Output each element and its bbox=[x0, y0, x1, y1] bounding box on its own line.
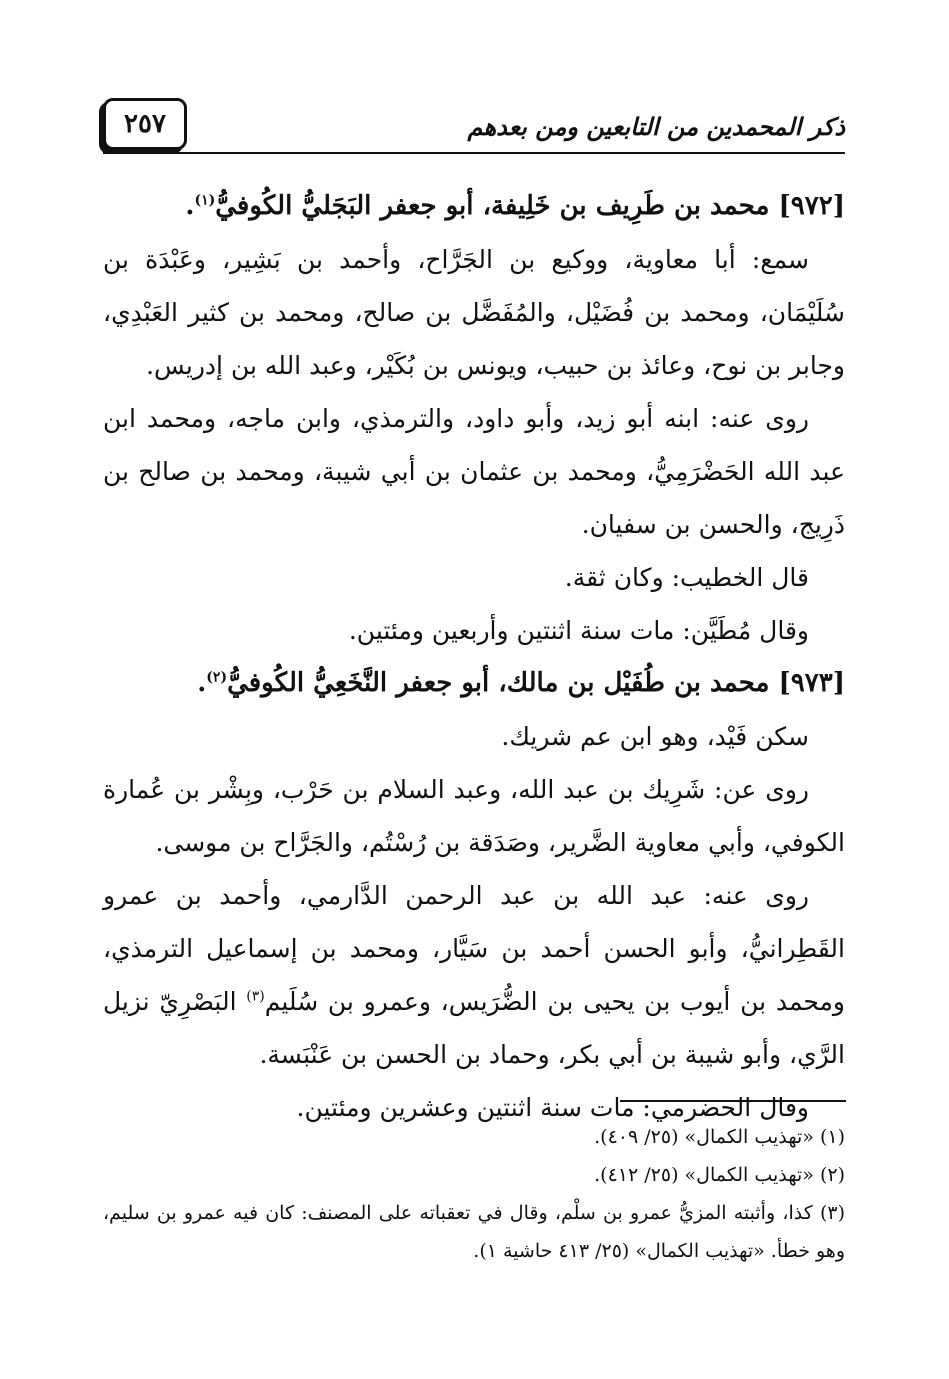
paragraph-residence: سكن فَيْد، وهو ابن عم شريك. bbox=[501, 722, 809, 751]
running-head: ذكر المحمدين من التابعين ومن بعدهم bbox=[467, 112, 845, 141]
paragraph-khatib: قال الخطيب: وكان ثقة. bbox=[564, 563, 809, 592]
paragraph-narrated-by-2: روى عنه: عبد الله بن عبد الرحمن الدَّارمي، وأحمد بن عمرو القَطِرانيُّ، وأبو الحسن أحمد بن سَيَّار، ومحمد بن إسماعيل الترمذي، ومحمد بن أيوب بن يحيى بن الضُّرَيس، وعمرو بن سُلَيم$^{(٣)}$ البَصْرِيّ نزيل الرَّي، وأبو شيبة بن أبي بكر، وحماد بن الحسن بن عَنْبَسة. bbox=[103, 881, 846, 1069]
paragraph-narrated-by: روى عنه: ابنه أبو زيد، وأبو داود، والترمذي، وابن ماجه، ومحمد ابن عبد الله الحَضْرَمِيُّ، ومحمد بن عثمان بن أبي شيبة، ومحمد بن صالح بن ذَرِيج، والحسن بن سفيان. bbox=[103, 404, 845, 539]
footnote-3: (٣) كذا، وأثبته المزيُّ عمرو بن سلْم، وقال في تعقباته على المصنف: كان فيه عمرو بن سليم، وهو خطأ. «تهذيب الكمال» (٢٥/ ٤١٣ حاشية ١). bbox=[103, 1202, 845, 1262]
footnote-ref-2[interactable]: (٢) bbox=[206, 669, 228, 686]
paragraph-heard-from: سمع: أبا معاوية، ووكيع بن الجَرَّاح، وأحمد بن بَشِير، وعَبْدَة بن سُلَيْمَان، ومحمد بن فُضَيْل، والمُفَضَّل بن صالح، ومحمد بن كثير العَبْدِي، وجابر بن نوح، وعائذ بن حبيب، ويونس بن بُكَيْر، وعبد الله بن إدريس. bbox=[103, 245, 845, 380]
page-header bbox=[103, 92, 845, 154]
entry-title-972: [٩٧٢] محمد بن طَرِيف بن خَلِيفة، أبو جعفر البَجَليُّ الكُوفيُّ$^{(١)}$. bbox=[185, 191, 845, 221]
paragraph-narrated-from: روى عن: شَرِيك بن عبد الله، وعبد السلام بن حَرْب، وبِشْر بن عُمارة الكوفي، وأبي معاوية الضَّرير، وصَدَقة بن رُسْتُم، والجَرَّاح بن موسى. bbox=[103, 775, 845, 857]
footnote-rule bbox=[620, 1100, 846, 1102]
paragraph-hadrami: وقال الحضرمي: مات سنة اثنتين وعشرين ومئتين. bbox=[296, 1093, 809, 1122]
page-number: ٢٥٧ bbox=[103, 98, 187, 150]
footnote-ref-1[interactable]: (١) bbox=[194, 192, 216, 209]
footnote-ref-3[interactable]: (٣) bbox=[246, 988, 265, 1005]
main-text bbox=[103, 180, 845, 1134]
header-rule bbox=[103, 152, 845, 154]
footnote-2: (٢) «تهذيب الكمال» (٢٥/ ٤١٢). bbox=[594, 1164, 845, 1186]
entry-title-973: [٩٧٣] محمد بن طُفَيْل بن مالك، أبو جعفر النَّخَعِيُّ الكُوفيُّ$^{(٢)}$. bbox=[197, 668, 845, 698]
footnotes bbox=[103, 1118, 845, 1270]
paragraph-mutayyan: وقال مُطَيَّن: مات سنة اثنتين وأربعين ومئتين. bbox=[348, 616, 809, 645]
footnote-1: (١) «تهذيب الكمال» (٢٥/ ٤٠٩). bbox=[594, 1126, 845, 1148]
